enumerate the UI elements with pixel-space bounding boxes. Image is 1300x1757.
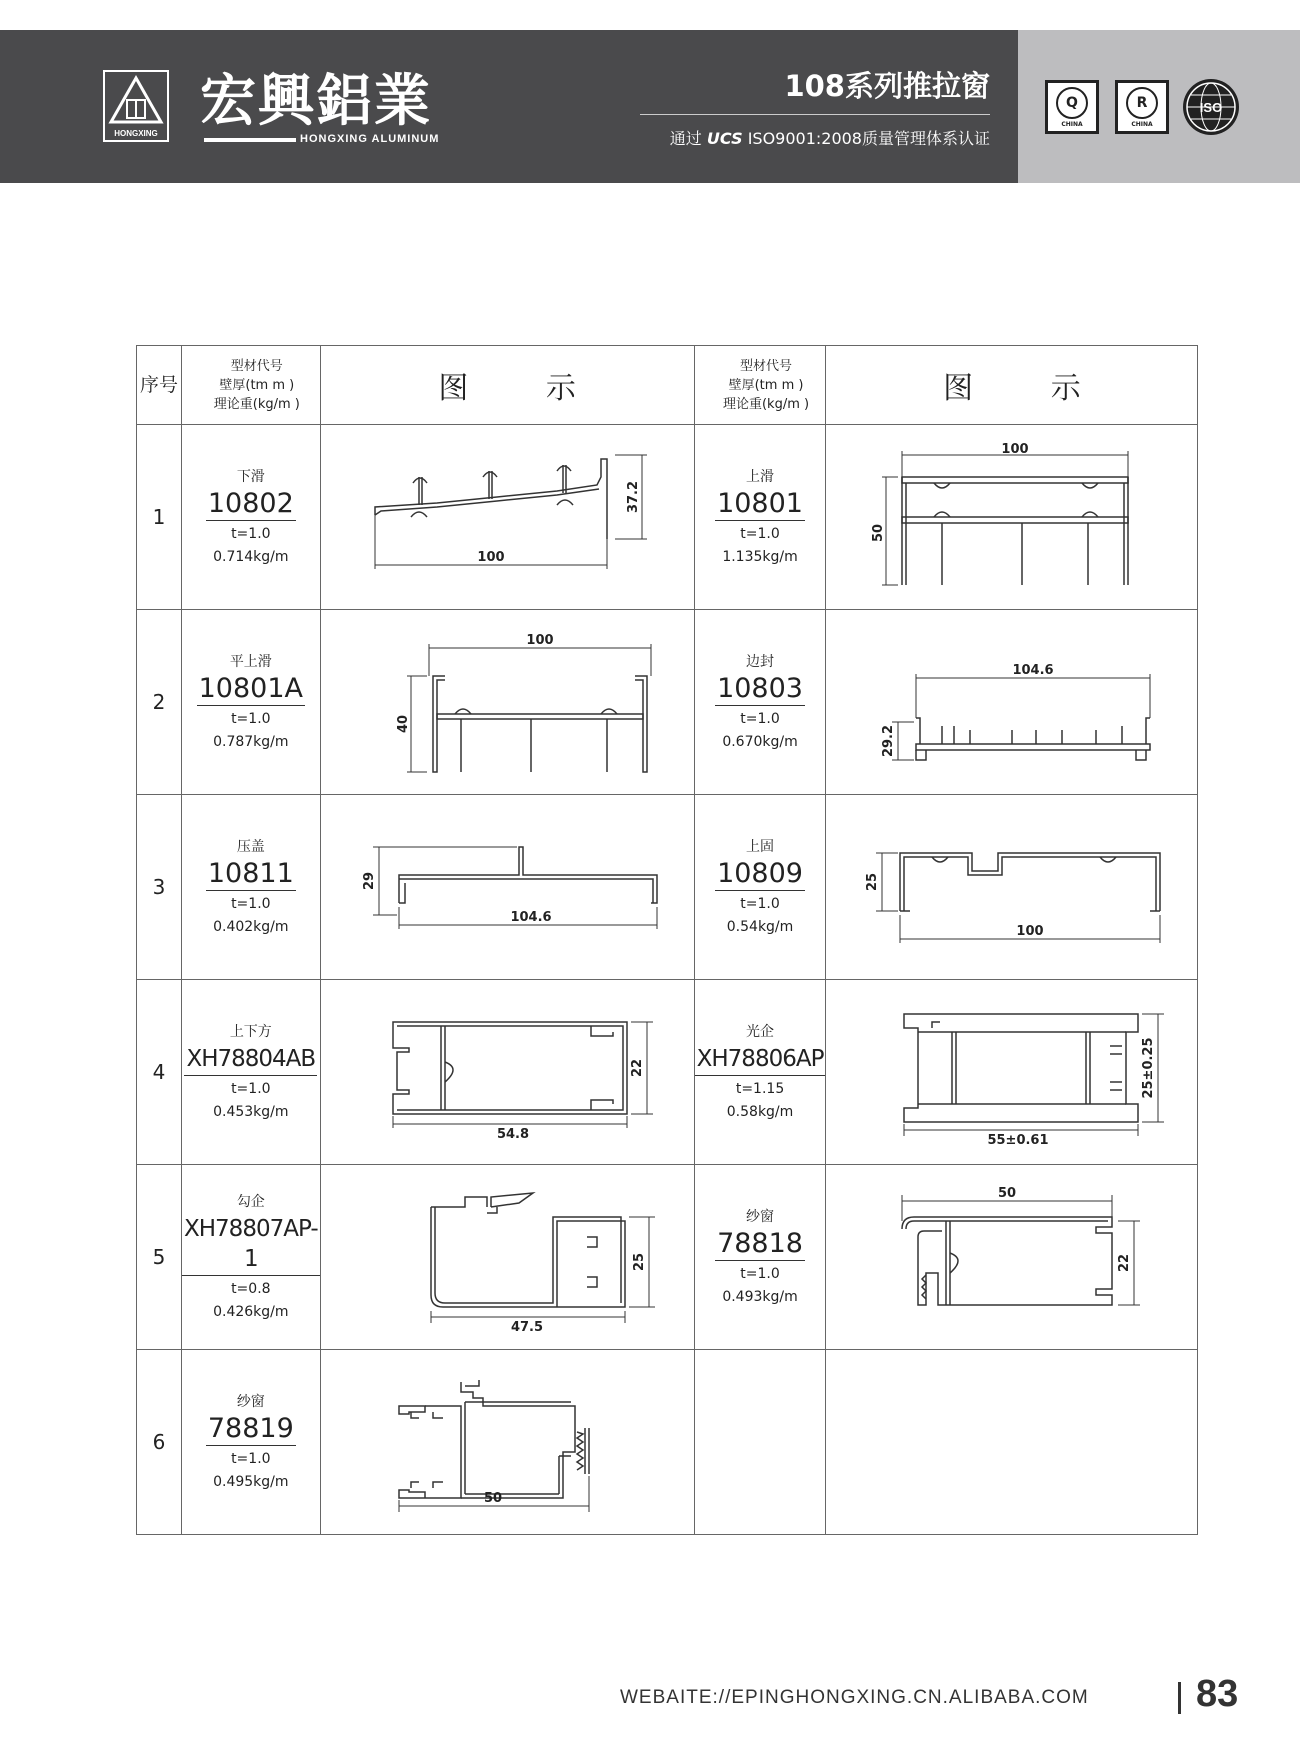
profile-drawing xyxy=(826,980,1198,1165)
row-index: 5 xyxy=(137,1165,182,1350)
col-drawing-header-right: 图 示 xyxy=(826,346,1198,425)
profile-name: 平上滑 xyxy=(229,653,272,670)
profile-thickness: t=1.0 xyxy=(231,1450,271,1467)
profile-info xyxy=(694,1165,826,1350)
profile-name: 边封 xyxy=(746,653,775,670)
profile-info xyxy=(182,980,321,1165)
table-row xyxy=(137,610,1198,795)
profile-weight: 0.495kg/m xyxy=(213,1473,289,1490)
profile-code: 78818 xyxy=(717,1227,803,1259)
profile-name: 压盖 xyxy=(236,838,265,855)
dim-height: 29 xyxy=(362,871,378,891)
profile-drawing xyxy=(826,1165,1198,1350)
profile-weight: 0.453kg/m xyxy=(213,1103,289,1120)
profile-code: 10811 xyxy=(207,857,294,889)
profile-drawing xyxy=(826,795,1198,980)
dim-height: 22 xyxy=(1116,1253,1132,1273)
profile-info xyxy=(182,610,321,795)
profile-name: 上滑 xyxy=(746,468,775,485)
profile-drawing xyxy=(320,610,694,795)
cert-prefix: 通过 xyxy=(669,129,702,148)
company-logo xyxy=(103,70,169,142)
badge-q-letter: Q xyxy=(1056,87,1088,119)
dim-width: 100 xyxy=(526,633,554,648)
profile-weight: 0.787kg/m xyxy=(213,733,289,750)
table-row xyxy=(137,980,1198,1165)
profile-weight: 0.714kg/m xyxy=(213,548,289,565)
page-header xyxy=(0,30,1300,183)
profile-code: 10801A xyxy=(198,672,303,704)
iso-globe-icon xyxy=(1183,79,1239,135)
globe-label: ISO xyxy=(1199,100,1223,115)
info-label-thickness: 壁厚(tm m ) xyxy=(219,377,295,393)
profile-weight: 1.135kg/m xyxy=(722,548,798,565)
profile-drawing xyxy=(320,795,694,980)
info-label-code: 型材代号 xyxy=(740,358,793,374)
col-info-header-right xyxy=(694,346,826,425)
dim-width: 50 xyxy=(484,1491,503,1506)
profile-info xyxy=(694,425,826,610)
table-row xyxy=(137,795,1198,980)
profile-name: 纱窗 xyxy=(746,1208,775,1225)
row-index: 1 xyxy=(137,425,182,610)
profile-spec-table xyxy=(136,345,1198,1535)
dim-height: 25 xyxy=(864,872,880,892)
header-rule xyxy=(640,114,990,115)
profile-info xyxy=(694,795,826,980)
info-label-weight: 理论重(kg/m ) xyxy=(213,396,300,412)
dim-width: 100 xyxy=(1016,924,1044,939)
col-index-header: 序号 xyxy=(137,346,182,425)
profile-code: XH78807AP-1 xyxy=(182,1214,320,1276)
footer-divider xyxy=(1178,1682,1181,1714)
profile-name: 上固 xyxy=(746,838,775,855)
brand-name-en: HONGXING ALUMINUM xyxy=(300,133,440,145)
profile-weight: 0.670kg/m xyxy=(722,733,798,750)
profile-thickness: t=1.0 xyxy=(231,710,271,727)
dim-width: 55±0.61 xyxy=(987,1133,1049,1148)
profile-code: 10801 xyxy=(717,487,803,519)
profile-thickness: t=1.0 xyxy=(740,1265,780,1282)
profile-code: 78819 xyxy=(207,1412,294,1444)
profile-info xyxy=(694,980,826,1165)
profile-thickness: t=1.0 xyxy=(740,710,780,727)
info-label-thickness: 壁厚(tm m ) xyxy=(728,377,804,393)
badge-q-label: CHINA xyxy=(1061,121,1083,128)
profile-weight: 0.54kg/m xyxy=(726,918,794,935)
dim-height: 50 xyxy=(870,523,886,543)
series-title: 108系列推拉窗 xyxy=(784,69,990,103)
table-header-row xyxy=(137,346,1198,425)
profile-name: 勾企 xyxy=(236,1193,265,1210)
profile-weight: 0.402kg/m xyxy=(213,918,289,935)
table-row xyxy=(137,1350,1198,1535)
dim-width: 100 xyxy=(1001,442,1029,457)
profile-weight: 0.493kg/m xyxy=(722,1288,798,1305)
profile-code: XH78806AP xyxy=(695,1044,826,1076)
dim-width: 104.6 xyxy=(510,910,552,925)
quality-badge xyxy=(1045,80,1099,134)
profile-drawing xyxy=(826,425,1198,610)
profile-name: 纱窗 xyxy=(236,1393,265,1410)
profile-code: 10803 xyxy=(717,672,803,704)
dim-width: 54.8 xyxy=(497,1127,530,1142)
registered-badge xyxy=(1115,80,1169,134)
profile-drawing xyxy=(320,425,694,610)
profile-name: 下滑 xyxy=(236,468,265,485)
badge-r-label: CHINA xyxy=(1131,121,1153,128)
profile-code: 10809 xyxy=(717,857,803,889)
profile-drawing xyxy=(320,1165,694,1350)
logo-text: HONGXING xyxy=(114,129,158,138)
profile-thickness: t=1.0 xyxy=(740,895,780,912)
dim-height: 25±0.25 xyxy=(1140,1037,1156,1099)
dim-height: 29.2 xyxy=(880,724,896,758)
dim-width: 104.6 xyxy=(1012,663,1054,678)
dim-width: 50 xyxy=(997,1186,1016,1201)
empty-drawing-cell xyxy=(826,1350,1198,1535)
ucs-mark: UCS xyxy=(706,129,743,148)
page-number: 83 xyxy=(1196,1673,1239,1715)
row-index: 3 xyxy=(137,795,182,980)
dim-height: 25 xyxy=(632,1252,648,1272)
cert-badge-panel xyxy=(1018,30,1300,183)
brand-name-cn: 宏興鋁業 xyxy=(200,69,432,134)
profile-code: 10802 xyxy=(207,487,294,519)
dim-height: 22 xyxy=(630,1058,646,1078)
certification-text xyxy=(620,126,990,149)
dim-height: 40 xyxy=(396,714,412,734)
profile-info xyxy=(182,795,321,980)
profile-info xyxy=(182,425,321,610)
profile-thickness: t=1.0 xyxy=(740,525,780,542)
empty-info-cell xyxy=(694,1350,826,1535)
table-row xyxy=(137,425,1198,610)
profile-name: 光企 xyxy=(746,1023,775,1040)
brand-divider xyxy=(204,138,296,142)
row-index: 2 xyxy=(137,610,182,795)
profile-info xyxy=(182,1165,321,1350)
cert-suffix: ISO9001:2008质量管理体系认证 xyxy=(747,129,990,148)
profile-drawing xyxy=(320,980,694,1165)
profile-code: XH78804AB xyxy=(184,1044,317,1076)
profile-thickness: t=0.8 xyxy=(231,1280,271,1297)
profile-drawing xyxy=(320,1350,694,1535)
dim-width: 47.5 xyxy=(511,1320,544,1335)
dim-width: 100 xyxy=(477,550,505,565)
table-row xyxy=(137,1165,1198,1350)
col-info-header-left xyxy=(182,346,321,425)
profile-weight: 0.58kg/m xyxy=(726,1103,794,1120)
row-index: 6 xyxy=(137,1350,182,1535)
profile-thickness: t=1.15 xyxy=(735,1080,785,1097)
col-drawing-header-left: 图 示 xyxy=(320,346,694,425)
profile-weight: 0.426kg/m xyxy=(213,1303,289,1320)
profile-thickness: t=1.0 xyxy=(231,895,271,912)
info-label-code: 型材代号 xyxy=(230,358,283,374)
profile-thickness: t=1.0 xyxy=(231,525,271,542)
badge-r-letter: R xyxy=(1126,87,1158,119)
info-label-weight: 理论重(kg/m ) xyxy=(722,396,810,412)
profile-info xyxy=(182,1350,321,1535)
profile-name: 上下方 xyxy=(229,1023,272,1040)
profile-thickness: t=1.0 xyxy=(231,1080,271,1097)
dim-height: 37.2 xyxy=(626,480,642,514)
profile-info xyxy=(694,610,826,795)
footer-url: WEBAITE://EPINGHONGXING.CN.ALIBABA.COM xyxy=(620,1687,1089,1708)
profile-drawing xyxy=(826,610,1198,795)
row-index: 4 xyxy=(137,980,182,1165)
